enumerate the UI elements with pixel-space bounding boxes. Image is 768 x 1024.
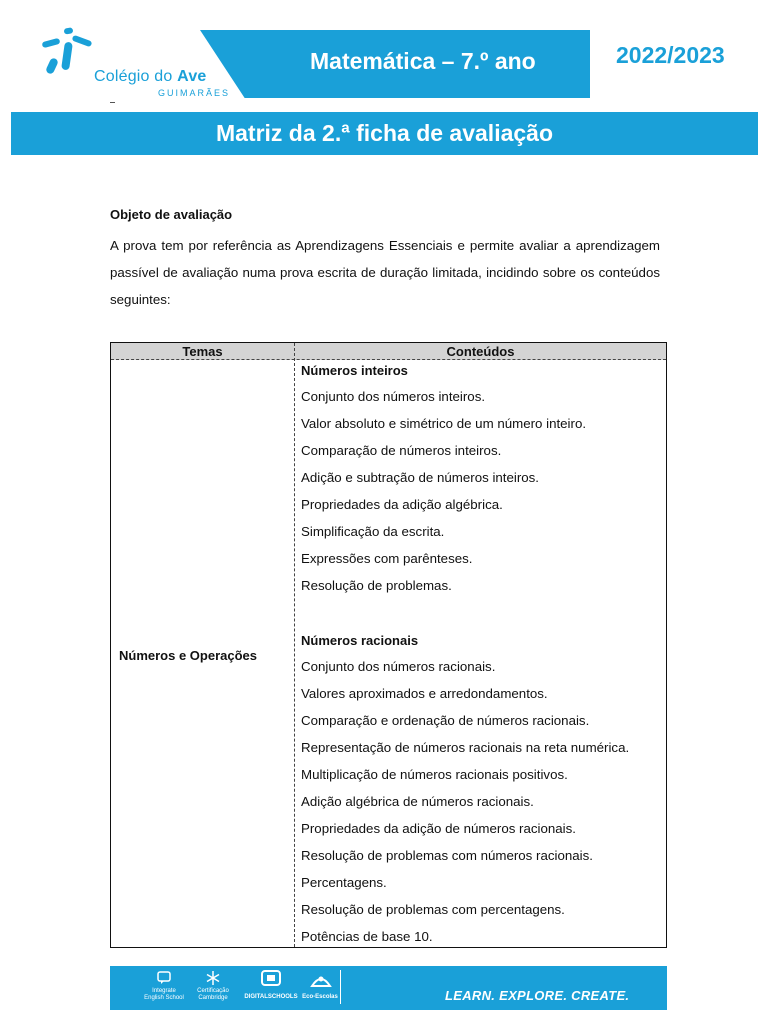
- logo-city: GUIMARÃES: [158, 88, 231, 98]
- list-item: Comparação de números inteiros.: [301, 443, 502, 458]
- logo-divider: [110, 102, 115, 103]
- content-table: [110, 342, 667, 948]
- intro-paragraph: A prova tem por referência as Aprendizagens Essenciais e permite avaliar a aprendizagem passível de avaliação numa prova escrita de duração limitada, incidindo sobre os conteúdos seguintes:: [110, 238, 660, 307]
- section-list: [301, 383, 661, 599]
- conteudos-cell: [301, 361, 661, 950]
- page-title: Matriz da 2.ª ficha de avaliação: [215, 120, 554, 146]
- list-item: Potências de base 10.: [301, 929, 433, 944]
- list-item: Multiplicação de números racionais positivos.: [301, 767, 568, 782]
- column-divider: [294, 343, 295, 947]
- section-title: Números racionais: [301, 633, 419, 648]
- section-list: [301, 653, 661, 950]
- footer-band: [110, 966, 667, 1010]
- list-item: Resolução de problemas com percentagens.: [301, 902, 565, 917]
- eco-schools-icon: [310, 970, 332, 990]
- partner-cambridge: Certificação Cambridge: [197, 988, 229, 1001]
- column-header-conteudos: Conteúdos: [446, 344, 515, 359]
- subject-title: Matemática – 7.º ano: [310, 48, 536, 74]
- list-item: Propriedades da adição algébrica.: [301, 497, 503, 512]
- footer-slogan: LEARN. EXPLORE. CREATE.: [445, 988, 630, 1003]
- section-heading: Objeto de avaliação: [110, 207, 233, 222]
- chat-bubble-icon: [156, 970, 172, 986]
- partner-eco-escolas: Eco-Escolas: [302, 994, 338, 1000]
- list-item: Valores aproximados e arredondamentos.: [301, 686, 548, 701]
- tema-cell: Números e Operações: [119, 648, 258, 663]
- list-item: Valor absoluto e simétrico de um número inteiro.: [301, 416, 587, 431]
- list-item: Comparação e ordenação de números racionais.: [301, 713, 590, 728]
- snowflake-icon: [205, 970, 221, 986]
- school-year: 2022/2023: [616, 42, 725, 68]
- list-item: Conjunto dos números racionais.: [301, 659, 496, 674]
- list-item: Resolução de problemas.: [301, 578, 452, 593]
- table-header-row: [111, 343, 666, 360]
- list-item: Adição e subtração de números inteiros.: [301, 470, 539, 485]
- list-item: Representação de números racionais na reta numérica.: [301, 740, 630, 755]
- list-item: Resolução de problemas com números racionais.: [301, 848, 593, 863]
- list-item: Adição algébrica de números racionais.: [301, 794, 534, 809]
- partner-digital-schools: DIGITALSCHOOLS: [244, 994, 298, 1000]
- list-item: Conjunto dos números inteiros.: [301, 389, 486, 404]
- section-title: Números inteiros: [301, 363, 408, 378]
- spacer: [301, 599, 661, 633]
- list-item: Propriedades da adição de números racionais.: [301, 821, 576, 836]
- logo-name: Colégio do Ave: [94, 68, 207, 85]
- footer-separator: [340, 970, 341, 1004]
- list-item: Percentagens.: [301, 875, 387, 890]
- digital-schools-icon: [260, 970, 282, 990]
- column-header-temas: Temas: [182, 344, 223, 359]
- list-item: Simplificação da escrita.: [301, 524, 445, 539]
- logo-figure-icon: [38, 26, 98, 86]
- list-item: Expressões com parênteses.: [301, 551, 473, 566]
- partner-integrate: Integrate English School: [144, 988, 184, 1001]
